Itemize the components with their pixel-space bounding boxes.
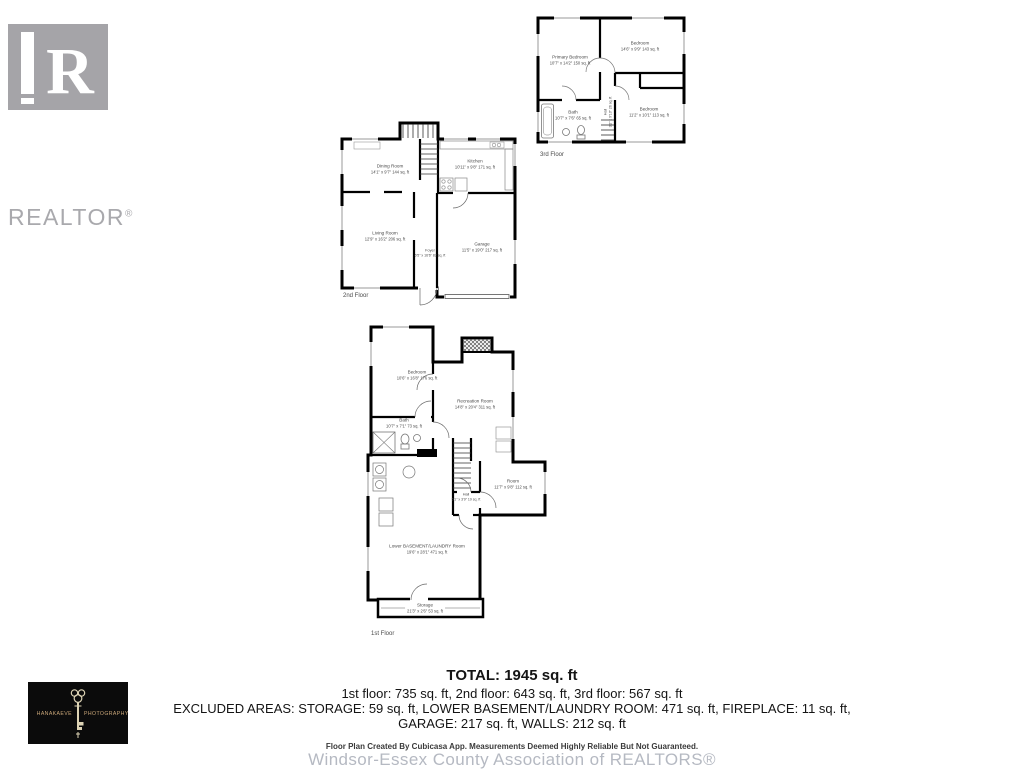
room-label-bath-3rd: Bath 10'7" x 7'6" 65 sq. ft xyxy=(555,109,591,121)
room-label-dining: Dining Room 14'1" x 9'7" 144 sq. ft xyxy=(370,163,410,175)
room-label-bath-1st: Bath 10'7" x 7'1" 73 sq. ft xyxy=(386,417,422,429)
realtor-wordmark: REALTOR® xyxy=(8,204,134,230)
disclaimer-text: Floor Plan Created By Cubicasa App. Measurements Deemed Highly Reliable But Not Guaranteed. xyxy=(325,742,699,751)
outer-walls xyxy=(368,327,545,600)
svg-text:R: R xyxy=(46,35,94,108)
room-label-garage: Garage 11'5" x 19'0" 217 sq. ft xyxy=(461,241,503,253)
floor-plan-1st-drawing xyxy=(365,322,550,624)
room-label-hall-3rd: Hall 3'2" x 9'10" 26 sq. ft xyxy=(603,96,613,128)
fireplace-icon xyxy=(462,338,492,352)
front-door xyxy=(418,286,438,305)
floor-tag-1st: 1st Floor xyxy=(371,631,395,637)
wall-mass xyxy=(417,449,437,457)
room-label-bedroom-1st: Bedroom 10'6" x 16'8" 176 sq. ft xyxy=(396,369,438,381)
room-label-primary-bedroom: Primary Bedroom 10'7" x 14'2" 150 sq. ft xyxy=(549,54,591,66)
room-label-room: Room 11'7" x 9'8" 112 sq. ft xyxy=(494,478,532,490)
room-label-living: Living Room 12'9" x 16'2" 206 sq. ft xyxy=(364,230,406,242)
total-area: TOTAL: 1945 sq. ft xyxy=(446,667,578,684)
room-label-recreation: Recreation Room 14'8" x 20'4" 311 sq. ft xyxy=(454,398,496,410)
room-label-foyer: Foyer 6'5" x 16'6" 82 sq. ft xyxy=(414,248,446,258)
association-footer: Windsor-Essex County Association of REALTORS® xyxy=(308,750,716,769)
realtor-r-icon xyxy=(8,24,108,110)
garage-door xyxy=(444,294,510,300)
realtor-logo xyxy=(8,24,138,231)
room-label-basement: Lower BASEMENT/LAUNDRY Room 19'6" x 28'1" 471 sq. ft xyxy=(389,543,465,555)
excluded-areas-line2: GARAGE: 217 sq. ft, WALLS: 212 sq. ft xyxy=(398,716,626,731)
area-summary xyxy=(0,667,1024,731)
room-label-storage: Storage 21'3" x 2'6" 53 sq. ft xyxy=(407,602,443,614)
room-label-kitchen: Kitchen 10'11" x 9'8" 171 sq. ft xyxy=(454,158,496,170)
floor-plan-3rd xyxy=(536,16,686,176)
registered-mark: ® xyxy=(125,208,134,220)
room-label-bedroom-lower: Bedroom 11'2" x 10'1" 113 sq. ft xyxy=(629,106,669,118)
floor-plan-2nd xyxy=(340,120,520,305)
floor-plan-1st xyxy=(365,322,550,637)
floor-plan-2nd-drawing xyxy=(340,120,520,312)
photographer-name-left: HANAKAEVE xyxy=(36,711,72,717)
floor-tag-3rd: 3rd Floor xyxy=(540,152,565,158)
excluded-areas-line1: EXCLUDED AREAS: STORAGE: 59 sq. ft, LOWER BASEMENT/LAUNDRY ROOM: 471 sq. ft, FIREPLACE: 11 sq. ft, xyxy=(173,701,851,716)
floor-tag-2nd: 2nd Floor xyxy=(343,293,369,299)
floor-areas: 1st floor: 735 sq. ft, 2nd floor: 643 sq. ft, 3rd floor: 567 sq. ft xyxy=(341,686,683,701)
room-label-bedroom-right: Bedroom 14'6" x 9'9" 143 sq. ft xyxy=(620,40,660,52)
room-label-hall-1st: Hall 5'1" x 3'9" 19 sq. ft xyxy=(451,492,481,502)
photographer-name-right: PHOTOGRAPHY xyxy=(84,711,128,717)
